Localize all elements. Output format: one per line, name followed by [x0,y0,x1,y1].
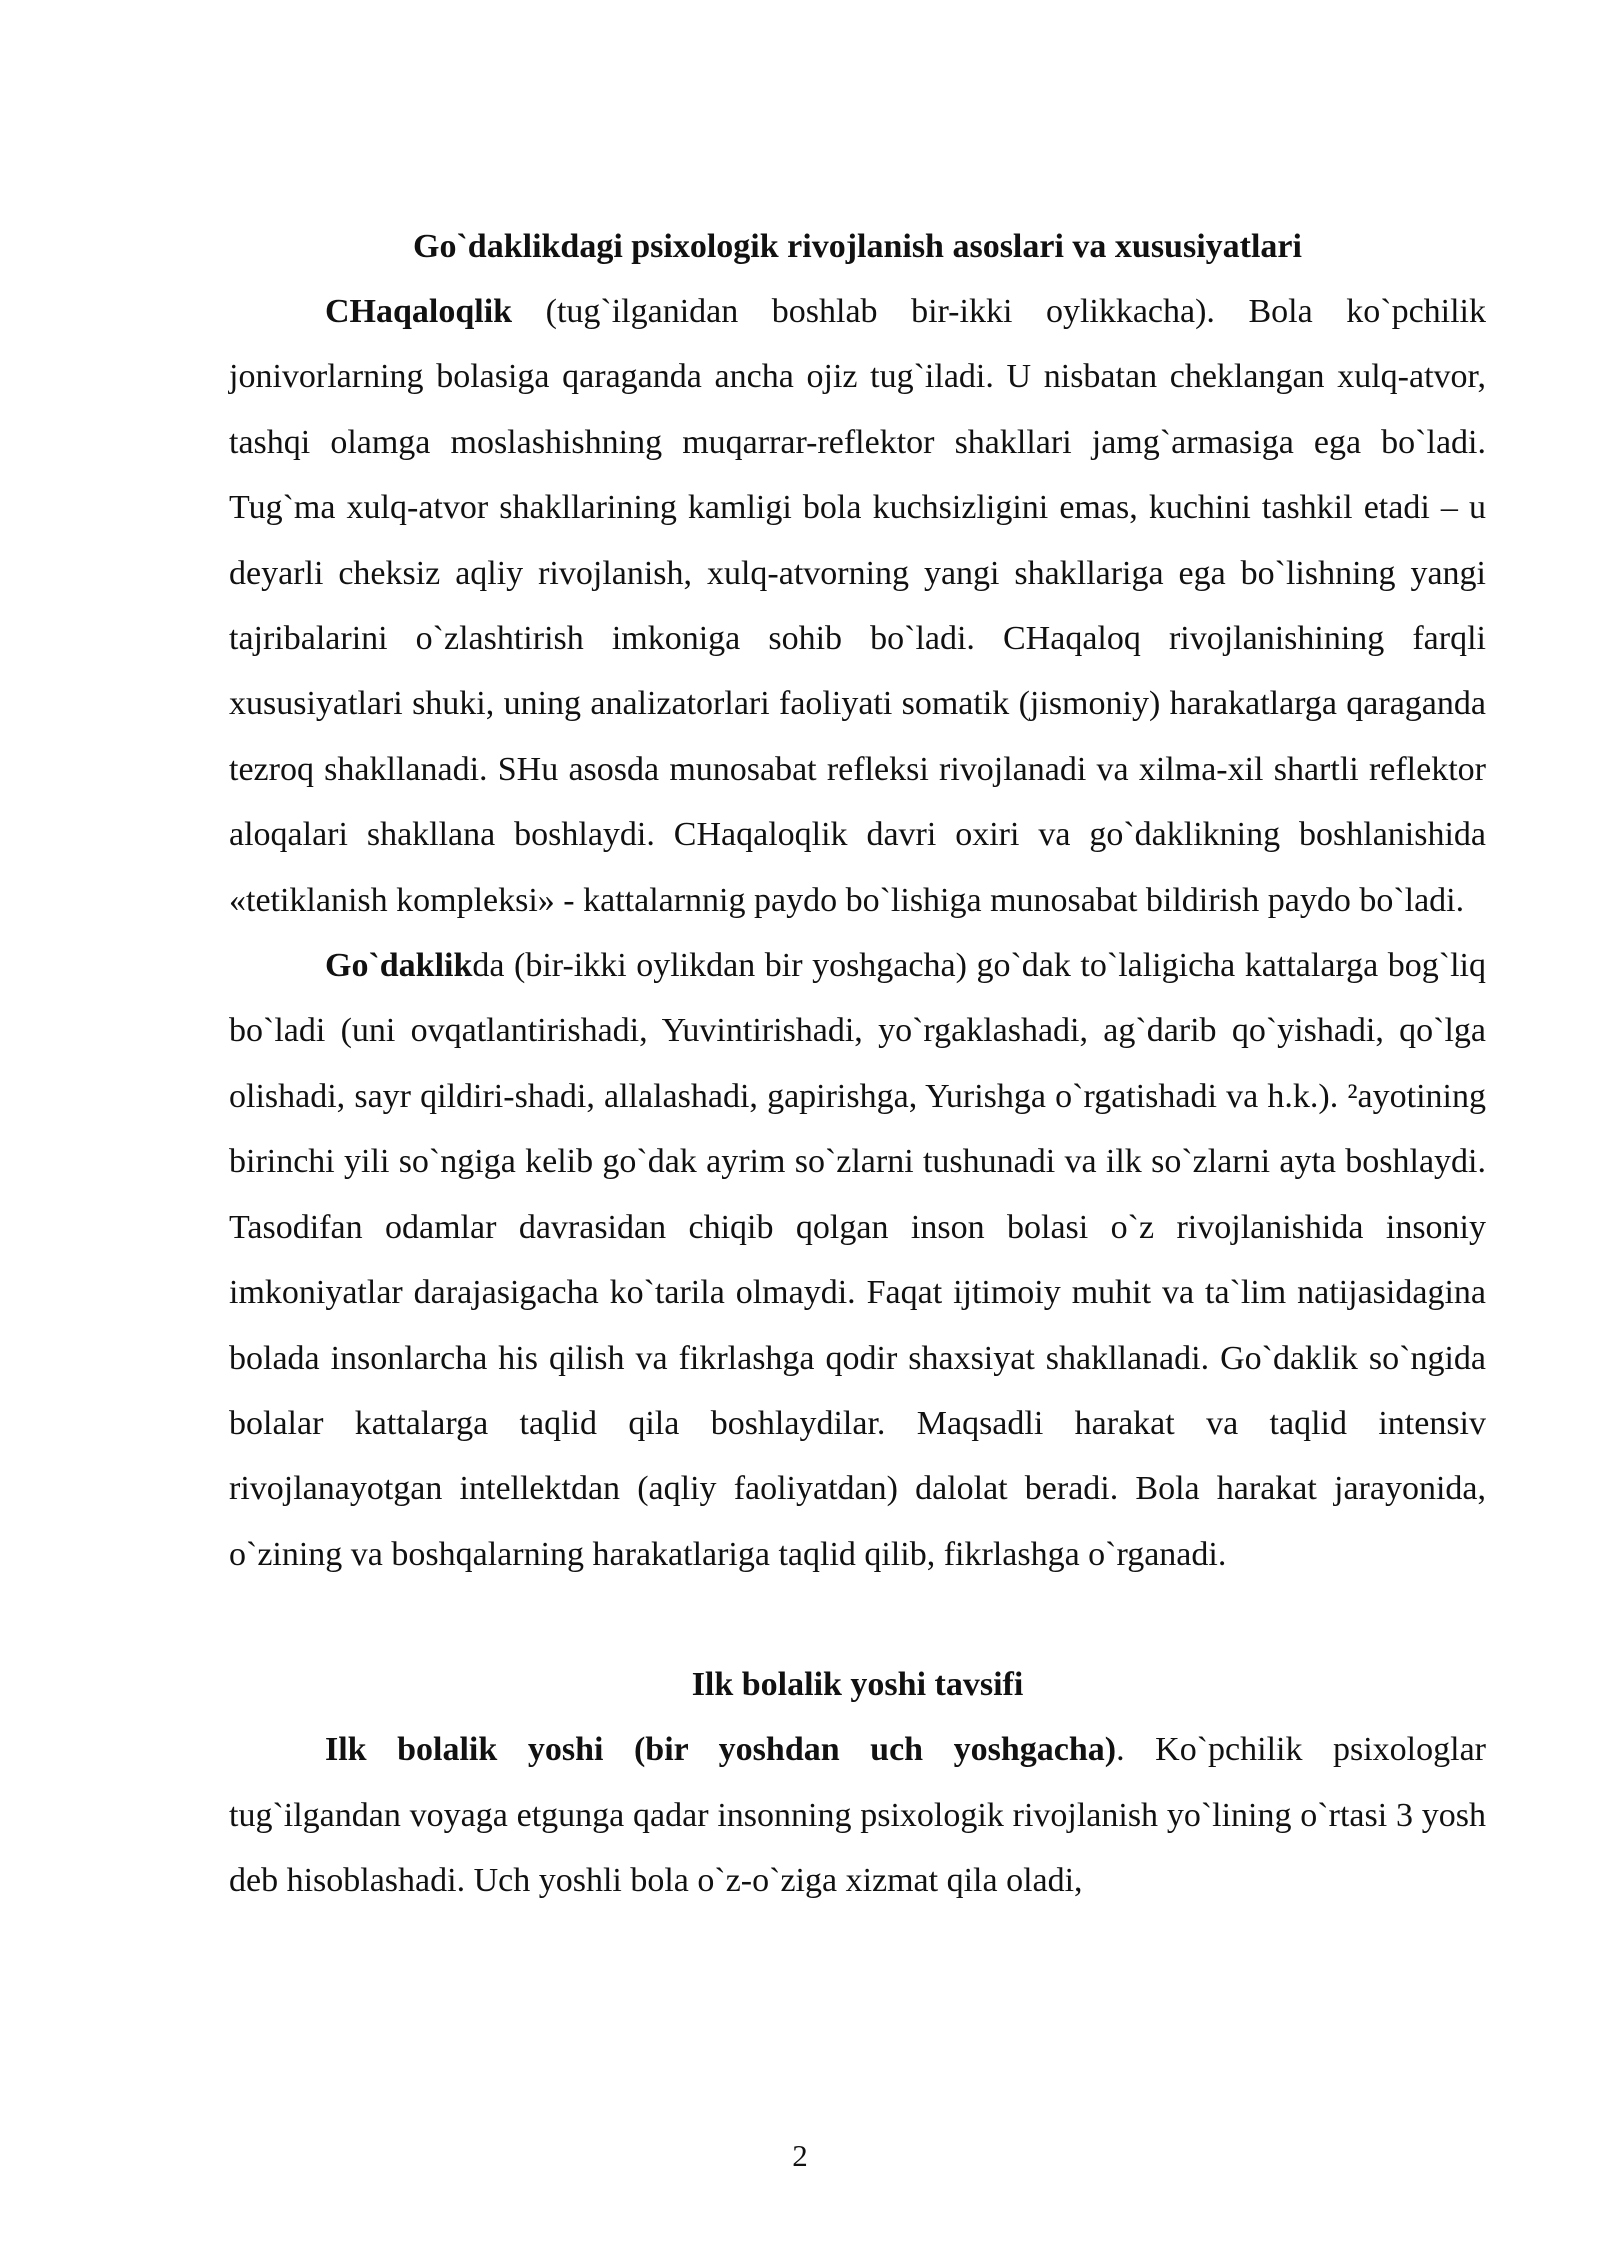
paragraph-newborn [229,279,1486,933]
term-newborn-period: CHaqaloqlik [325,293,513,330]
paragraph-infancy-text: da (bir-ikki oylikdan bir yoshgacha) go`dak to`laligicha kattalarga bog`liq bo`ladi (uni ovqatlantirishadi, Yuvintirishadi, yo`rgaklashadi, ag`darib qo`yishadi, qo`lga olishadi, sayr qildiri-shadi, allalashadi, gapirishga, Yurishga o`rgatishadi va h.k.). ²ayotining birinchi yili so`ngiga kelib go`dak ayrim so`zlarni tushunadi va ilk so`zlarni ayta boshlaydi. Tasodifan odamlar davrasidan chiqib qolgan inson bolasi o`z rivojlanishida insoniy imkoniyatlar darajasigacha ko`tarila olmaydi. Faqat ijtimoiy muhit va ta`lim natijasidagina bolada insonlarcha his qilish va fikrlashga qodir shaxsiyat shakllanadi. Go`daklik so`ngida bolalar kattalarga taqlid qila boshlaydilar. Maqsadli harakat va taqlid intensiv rivojlanayotgan intellektdan (aqliy faoliyatdan) dalolat beradi. Bola harakat jarayonida, o`zining va boshqalarning harakatlariga taqlid qilib, fikrlashga o`rganadi. [229,947,1486,1573]
term-infancy: Go`daklik [325,947,473,985]
paragraph-newborn-text: (tug`ilganidan boshlab bir-ikki oylikkacha). Bola ko`pchilik jonivorlarning bolasiga qaraganda ancha ojiz tug`iladi. U nisbatan cheklangan xulq-atvor, tashqi olamga moslashishning muqarrar-reflektor shakllari jamg`armasiga ega bo`ladi. Tug`ma xulq-atvor shakllarining kamligi bola kuchsizligini emas, kuchini tashkil etadi – u deyarli cheksiz aqliy rivojlanish, xulq-atvorning yangi shakllariga ega bo`lishning yangi tajribalarini o`zlashtirish imkoniga sohib bo`ladi. CHaqaloq rivojlanishining farqli xususiyatlari shuki, uning analizatorlari faoliyati somatik (jismoniy) harakatlarga qaraganda tezroq shakllanadi. SHu asosda munosabat refleksi rivojlanadi va xilma-xil shartli reflektor aloqalari shakllana boshlaydi. CHaqaloqlik davri oxiri va go`daklikning boshlanishida «tetiklanish kompleksi» - kattalarnnig paydo bo`lishiga munosabat bildirish paydo bo`ladi. [229,293,1486,919]
paragraph-infancy [229,933,1486,1587]
page-body [229,214,1486,1913]
paragraph-early-childhood [229,1717,1486,1913]
section-spacer [229,1587,1486,1652]
section-heading-early-childhood: Ilk bolalik yoshi tavsifi [691,1666,1024,1704]
paragraph-early-childhood-text: . Ko`pchilik psixologlar tug`ilgandan voyaga etgunga qadar insonning psixologik rivojlanish yo`lining o`rtasi 3 yosh deb hisoblashadi. Uch yoshli bola o`z-o`ziga xizmat qila oladi, [229,1731,1486,1899]
section-heading-infancy: Go`daklikdagi psixologik rivojlanish asoslari va xususiyatlari [413,228,1302,265]
term-early-childhood: Ilk bolalik yoshi (bir yoshdan uch yoshgacha) [325,1731,1117,1769]
page-number: 2 [792,2138,808,2173]
